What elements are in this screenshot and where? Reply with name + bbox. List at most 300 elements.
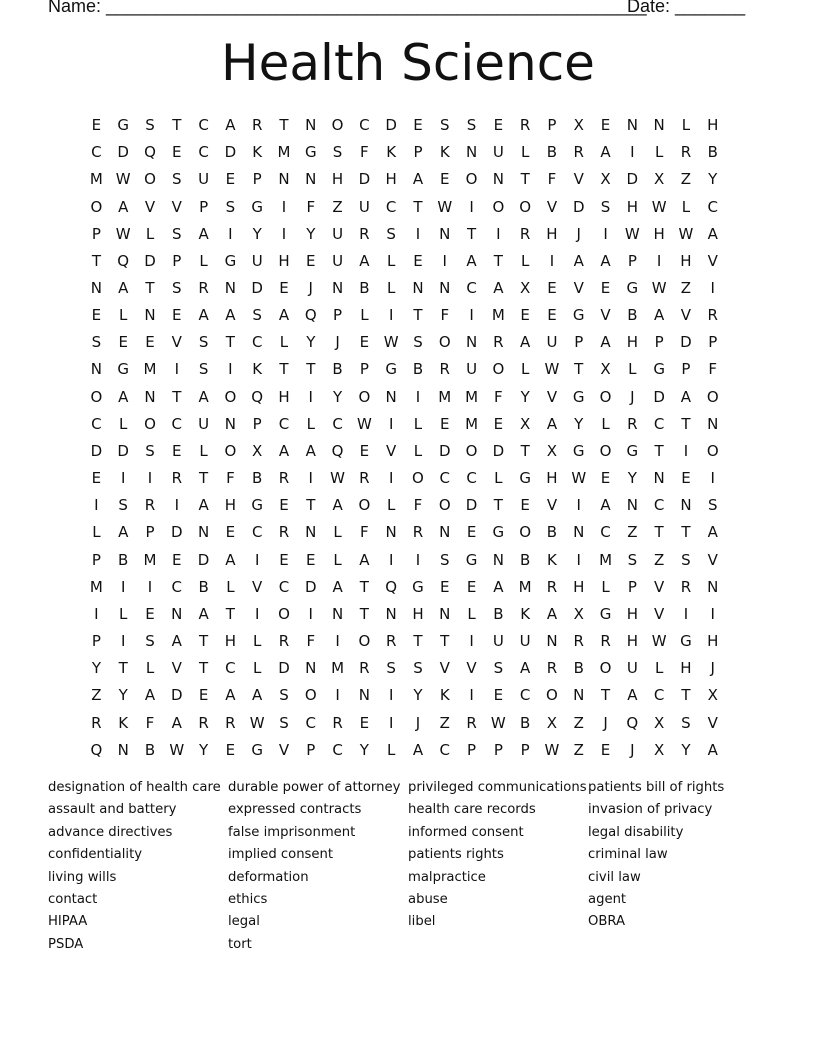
grid-letter[interactable]: H	[546, 469, 558, 488]
grid-letter[interactable]: H	[224, 632, 237, 651]
grid-letter[interactable]: A	[466, 251, 477, 270]
grid-letter[interactable]: K	[386, 143, 397, 162]
grid-letter[interactable]: L	[654, 143, 664, 162]
grid-letter[interactable]: L	[386, 740, 396, 759]
grid-letter[interactable]: E	[306, 251, 316, 270]
grid-letter[interactable]: O	[90, 387, 103, 406]
grid-letter[interactable]: O	[358, 387, 371, 406]
grid-letter[interactable]: I	[496, 224, 501, 243]
grid-letter[interactable]: T	[574, 360, 584, 379]
grid-letter[interactable]: C	[466, 279, 477, 298]
grid-letter[interactable]: X	[653, 740, 665, 759]
grid-letter[interactable]: L	[145, 224, 155, 243]
grid-letter[interactable]: H	[626, 197, 638, 216]
grid-letter[interactable]: M	[143, 550, 157, 569]
grid-letter[interactable]: K	[252, 360, 263, 379]
grid-letter[interactable]: N	[653, 116, 665, 135]
grid-letter[interactable]: A	[305, 441, 316, 460]
grid-letter[interactable]: C	[439, 469, 450, 488]
grid-letter[interactable]: C	[359, 116, 370, 135]
grid-letter[interactable]: M	[89, 170, 103, 189]
grid-letter[interactable]: H	[626, 604, 638, 623]
grid-letter[interactable]: N	[626, 116, 638, 135]
grid-letter[interactable]: I	[388, 686, 394, 705]
grid-letter[interactable]: L	[253, 659, 262, 678]
grid-letter[interactable]: I	[174, 360, 179, 379]
grid-letter[interactable]: P	[493, 740, 503, 759]
grid-letter[interactable]: H	[707, 116, 719, 135]
grid-letter[interactable]: N	[707, 577, 719, 596]
grid-letter[interactable]: O	[90, 197, 103, 216]
grid-letter[interactable]: I	[147, 577, 153, 596]
grid-letter[interactable]: A	[600, 143, 611, 162]
grid-letter[interactable]: F	[360, 523, 369, 542]
grid-letter[interactable]: Z	[332, 197, 343, 216]
grid-letter[interactable]: I	[710, 469, 715, 488]
grid-letter[interactable]: S	[466, 116, 477, 135]
grid-letter[interactable]: O	[412, 469, 424, 488]
grid-letter[interactable]: X	[520, 279, 531, 298]
grid-letter[interactable]: B	[546, 143, 558, 162]
grid-letter[interactable]: L	[467, 604, 476, 623]
grid-letter[interactable]: I	[549, 251, 555, 270]
grid-letter[interactable]: N	[278, 170, 290, 189]
grid-letter[interactable]: D	[224, 143, 237, 162]
grid-letter[interactable]: V	[654, 577, 665, 596]
grid-letter[interactable]: Y	[199, 740, 209, 759]
grid-letter[interactable]: S	[225, 197, 236, 216]
grid-letter[interactable]: A	[332, 496, 343, 515]
grid-letter[interactable]: E	[359, 441, 370, 460]
grid-letter[interactable]: T	[145, 279, 155, 298]
grid-letter[interactable]: S	[681, 713, 691, 732]
grid-letter[interactable]: C	[278, 414, 290, 433]
grid-letter[interactable]: O	[224, 387, 237, 406]
grid-letter[interactable]: Q	[117, 251, 130, 270]
grid-letter[interactable]: L	[386, 279, 396, 298]
grid-letter[interactable]: A	[627, 686, 638, 705]
grid-letter[interactable]: O	[599, 387, 612, 406]
grid-letter[interactable]: W	[356, 414, 372, 433]
grid-letter[interactable]: M	[599, 550, 613, 569]
grid-letter[interactable]: A	[493, 577, 504, 596]
grid-letter[interactable]: R	[546, 577, 558, 596]
grid-letter[interactable]: A	[600, 251, 611, 270]
grid-letter[interactable]: R	[627, 414, 638, 433]
grid-letter[interactable]: C	[385, 197, 397, 216]
grid-letter[interactable]: Z	[627, 523, 638, 542]
grid-letter[interactable]: G	[117, 116, 129, 135]
grid-letter[interactable]: C	[171, 414, 183, 433]
grid-letter[interactable]: X	[707, 686, 718, 705]
grid-letter[interactable]: I	[308, 604, 313, 623]
grid-letter[interactable]: E	[547, 279, 557, 298]
grid-letter[interactable]: G	[251, 197, 263, 216]
grid-letter[interactable]: H	[626, 333, 638, 352]
grid-letter[interactable]: A	[225, 116, 236, 135]
grid-letter[interactable]: D	[438, 441, 451, 460]
grid-letter[interactable]: O	[438, 496, 451, 515]
grid-letter[interactable]: A	[546, 414, 558, 433]
grid-letter[interactable]: T	[306, 360, 316, 379]
grid-letter[interactable]: K	[118, 713, 129, 732]
grid-letter[interactable]: R	[278, 523, 290, 542]
grid-letter[interactable]: P	[306, 740, 316, 759]
grid-letter[interactable]: L	[413, 441, 423, 460]
grid-letter[interactable]: B	[198, 577, 209, 596]
grid-letter[interactable]: E	[91, 116, 102, 135]
grid-letter[interactable]: L	[119, 306, 128, 325]
grid-letter[interactable]: A	[252, 686, 263, 705]
grid-letter[interactable]: Y	[91, 659, 101, 678]
grid-letter[interactable]: N	[707, 414, 719, 433]
grid-letter[interactable]: D	[492, 441, 505, 460]
grid-letter[interactable]: I	[388, 414, 394, 433]
grid-letter[interactable]: V	[707, 713, 718, 732]
grid-letter[interactable]: L	[226, 577, 235, 596]
grid-letter[interactable]: E	[547, 306, 557, 325]
grid-letter[interactable]: X	[573, 604, 584, 623]
grid-letter[interactable]: N	[90, 360, 103, 379]
grid-letter[interactable]: E	[198, 686, 209, 705]
grid-letter[interactable]: X	[653, 170, 665, 189]
grid-letter[interactable]: G	[251, 496, 263, 515]
grid-letter[interactable]: U	[492, 143, 504, 162]
grid-letter[interactable]: B	[359, 279, 370, 298]
grid-letter[interactable]: L	[601, 414, 610, 433]
grid-letter[interactable]: A	[412, 740, 424, 759]
grid-letter[interactable]: S	[707, 496, 718, 515]
grid-letter[interactable]: S	[145, 632, 155, 651]
grid-letter[interactable]: A	[278, 441, 290, 460]
grid-letter[interactable]: C	[332, 414, 343, 433]
grid-letter[interactable]: I	[683, 441, 689, 460]
grid-letter[interactable]: Y	[520, 387, 530, 406]
grid-letter[interactable]: Q	[304, 306, 317, 325]
grid-letter[interactable]: J	[630, 740, 635, 759]
grid-letter[interactable]: G	[385, 360, 397, 379]
grid-letter[interactable]: W	[651, 197, 667, 216]
grid-letter[interactable]: J	[335, 333, 340, 352]
name-field[interactable]: Name: ______________________________________________________	[48, 0, 647, 16]
grid-letter[interactable]: F	[413, 496, 423, 515]
grid-letter[interactable]: T	[493, 251, 503, 270]
grid-letter[interactable]: P	[199, 197, 209, 216]
grid-letter[interactable]: N	[305, 659, 317, 678]
grid-letter[interactable]: E	[681, 469, 691, 488]
grid-letter[interactable]: P	[708, 333, 718, 352]
grid-letter[interactable]: S	[145, 116, 155, 135]
grid-letter[interactable]: I	[415, 224, 421, 243]
grid-letter[interactable]: E	[413, 251, 423, 270]
grid-letter[interactable]: M	[331, 659, 345, 678]
grid-letter[interactable]: R	[546, 659, 558, 678]
grid-letter[interactable]: P	[681, 360, 691, 379]
grid-letter[interactable]: R	[198, 279, 209, 298]
grid-letter[interactable]: P	[654, 333, 664, 352]
grid-letter[interactable]: L	[199, 441, 208, 460]
grid-letter[interactable]: I	[120, 632, 126, 651]
grid-letter[interactable]: Z	[573, 740, 584, 759]
grid-letter[interactable]: P	[252, 170, 262, 189]
grid-letter[interactable]: Z	[653, 550, 665, 569]
grid-letter[interactable]: D	[385, 116, 397, 135]
grid-letter[interactable]: M	[518, 577, 532, 596]
grid-letter[interactable]: G	[304, 143, 317, 162]
grid-letter[interactable]: V	[466, 659, 477, 678]
grid-letter[interactable]: J	[710, 659, 715, 678]
grid-letter[interactable]: P	[252, 414, 262, 433]
grid-letter[interactable]: O	[465, 170, 478, 189]
grid-letter[interactable]: A	[171, 632, 182, 651]
grid-letter[interactable]: R	[91, 713, 102, 732]
grid-letter[interactable]: W	[651, 632, 667, 651]
grid-letter[interactable]: V	[144, 197, 156, 216]
grid-letter[interactable]: R	[359, 224, 370, 243]
grid-letter[interactable]: O	[519, 197, 532, 216]
grid-letter[interactable]: V	[386, 441, 397, 460]
grid-letter[interactable]: I	[683, 604, 689, 623]
grid-letter[interactable]: P	[520, 740, 530, 759]
grid-letter[interactable]: A	[118, 387, 129, 406]
grid-letter[interactable]: I	[442, 251, 447, 270]
grid-letter[interactable]: A	[144, 686, 156, 705]
grid-letter[interactable]: Q	[385, 577, 398, 596]
grid-letter[interactable]: R	[359, 659, 370, 678]
grid-letter[interactable]: Y	[413, 686, 423, 705]
grid-letter[interactable]: R	[519, 224, 531, 243]
grid-letter[interactable]: I	[228, 224, 233, 243]
grid-letter[interactable]: P	[413, 143, 423, 162]
grid-letter[interactable]: E	[118, 333, 128, 352]
grid-letter[interactable]: K	[439, 686, 450, 705]
grid-letter[interactable]: I	[469, 306, 474, 325]
grid-letter[interactable]: I	[335, 632, 340, 651]
grid-letter[interactable]: W	[383, 333, 399, 352]
grid-letter[interactable]: H	[680, 251, 692, 270]
grid-letter[interactable]: P	[145, 523, 155, 542]
grid-letter[interactable]: O	[224, 441, 237, 460]
grid-letter[interactable]: H	[412, 604, 424, 623]
grid-letter[interactable]: R	[466, 713, 477, 732]
grid-letter[interactable]: N	[385, 604, 397, 623]
grid-letter[interactable]: Y	[627, 469, 637, 488]
grid-letter[interactable]: Z	[439, 713, 450, 732]
grid-letter[interactable]: A	[198, 604, 209, 623]
grid-letter[interactable]: L	[520, 251, 530, 270]
grid-letter[interactable]: E	[145, 333, 155, 352]
grid-letter[interactable]: L	[681, 116, 691, 135]
grid-letter[interactable]: S	[413, 333, 423, 352]
grid-letter[interactable]: T	[413, 197, 423, 216]
grid-letter[interactable]: A	[198, 387, 209, 406]
grid-letter[interactable]: O	[706, 441, 719, 460]
grid-letter[interactable]: T	[493, 496, 503, 515]
grid-letter[interactable]: N	[439, 604, 451, 623]
grid-letter[interactable]: T	[199, 469, 209, 488]
grid-letter[interactable]: U	[332, 224, 344, 243]
grid-letter[interactable]: O	[599, 441, 612, 460]
grid-letter[interactable]: N	[331, 604, 344, 623]
grid-letter[interactable]: J	[576, 224, 581, 243]
grid-letter[interactable]: Y	[681, 740, 691, 759]
grid-letter[interactable]: I	[174, 496, 179, 515]
grid-letter[interactable]: E	[306, 550, 316, 569]
grid-letter[interactable]: L	[520, 143, 530, 162]
grid-letter[interactable]: P	[91, 550, 101, 569]
grid-letter[interactable]: E	[440, 414, 450, 433]
grid-letter[interactable]: S	[439, 116, 450, 135]
grid-letter[interactable]: C	[653, 686, 665, 705]
grid-letter[interactable]: H	[680, 659, 692, 678]
grid-letter[interactable]: S	[172, 224, 182, 243]
grid-letter[interactable]: C	[171, 577, 183, 596]
grid-letter[interactable]: A	[171, 713, 182, 732]
grid-letter[interactable]: I	[281, 224, 287, 243]
grid-letter[interactable]: G	[572, 306, 585, 325]
grid-letter[interactable]: F	[360, 143, 369, 162]
grid-letter[interactable]: O	[304, 686, 317, 705]
grid-letter[interactable]: O	[144, 170, 156, 189]
grid-letter[interactable]: D	[358, 170, 371, 189]
grid-letter[interactable]: P	[91, 224, 101, 243]
grid-letter[interactable]: E	[413, 116, 423, 135]
grid-letter[interactable]: J	[603, 713, 608, 732]
grid-letter[interactable]: I	[147, 469, 153, 488]
grid-letter[interactable]: E	[279, 550, 289, 569]
grid-letter[interactable]: I	[308, 469, 313, 488]
grid-letter[interactable]: E	[440, 170, 450, 189]
grid-letter[interactable]: P	[547, 116, 557, 135]
grid-letter[interactable]: S	[600, 197, 611, 216]
grid-letter[interactable]: T	[225, 604, 235, 623]
grid-letter[interactable]: L	[145, 659, 155, 678]
grid-letter[interactable]: W	[249, 713, 265, 732]
grid-letter[interactable]: O	[492, 197, 505, 216]
grid-letter[interactable]: Y	[574, 414, 584, 433]
grid-letter[interactable]: U	[519, 632, 531, 651]
grid-letter[interactable]: H	[653, 224, 665, 243]
grid-letter[interactable]: A	[707, 224, 718, 243]
grid-letter[interactable]: I	[710, 279, 715, 298]
grid-letter[interactable]: I	[228, 360, 233, 379]
grid-letter[interactable]: L	[92, 523, 101, 542]
grid-letter[interactable]: H	[707, 632, 719, 651]
grid-letter[interactable]: Y	[306, 224, 316, 243]
grid-letter[interactable]: U	[198, 170, 210, 189]
grid-letter[interactable]: I	[120, 469, 126, 488]
grid-letter[interactable]: L	[601, 577, 610, 596]
grid-letter[interactable]: T	[359, 604, 369, 623]
grid-letter[interactable]: A	[654, 306, 665, 325]
grid-letter[interactable]: T	[681, 414, 691, 433]
grid-letter[interactable]: S	[198, 360, 209, 379]
grid-letter[interactable]: U	[546, 333, 558, 352]
grid-letter[interactable]: D	[117, 441, 129, 460]
grid-letter[interactable]: G	[224, 251, 237, 270]
grid-letter[interactable]: I	[576, 550, 581, 569]
grid-letter[interactable]: W	[169, 740, 185, 759]
grid-letter[interactable]: J	[308, 279, 313, 298]
grid-letter[interactable]: T	[413, 632, 423, 651]
grid-letter[interactable]: I	[656, 251, 662, 270]
grid-letter[interactable]: I	[603, 224, 608, 243]
grid-letter[interactable]: W	[544, 740, 560, 759]
grid-letter[interactable]: R	[573, 632, 584, 651]
grid-letter[interactable]: E	[600, 279, 611, 298]
grid-letter[interactable]: K	[547, 550, 557, 569]
grid-letter[interactable]: Z	[680, 170, 692, 189]
grid-letter[interactable]: N	[465, 333, 478, 352]
grid-letter[interactable]: I	[254, 550, 260, 569]
grid-letter[interactable]: D	[465, 496, 478, 515]
grid-letter[interactable]: R	[225, 713, 236, 732]
grid-letter[interactable]: S	[118, 496, 128, 515]
grid-letter[interactable]: T	[520, 170, 530, 189]
grid-letter[interactable]: L	[360, 306, 369, 325]
grid-letter[interactable]: W	[678, 224, 694, 243]
grid-letter[interactable]: T	[306, 496, 316, 515]
grid-letter[interactable]: N	[305, 116, 317, 135]
grid-letter[interactable]: E	[225, 523, 236, 542]
grid-letter[interactable]: D	[90, 441, 103, 460]
grid-letter[interactable]: Y	[118, 686, 128, 705]
grid-letter[interactable]: R	[680, 577, 692, 596]
grid-letter[interactable]: X	[546, 441, 558, 460]
grid-letter[interactable]: E	[279, 496, 289, 515]
grid-letter[interactable]: R	[198, 713, 209, 732]
grid-letter[interactable]: D	[278, 659, 290, 678]
grid-letter[interactable]: I	[415, 550, 421, 569]
grid-letter[interactable]: C	[519, 686, 531, 705]
grid-letter[interactable]: I	[388, 713, 394, 732]
grid-letter[interactable]: N	[439, 224, 451, 243]
grid-letter[interactable]: X	[252, 441, 263, 460]
grid-letter[interactable]: A	[412, 170, 424, 189]
grid-letter[interactable]: I	[94, 604, 99, 623]
grid-letter[interactable]: B	[118, 550, 129, 569]
grid-letter[interactable]: U	[332, 251, 344, 270]
grid-letter[interactable]: A	[198, 496, 209, 515]
grid-letter[interactable]: D	[251, 279, 263, 298]
grid-letter[interactable]: C	[707, 197, 718, 216]
grid-letter[interactable]: O	[465, 441, 478, 460]
grid-letter[interactable]: I	[710, 604, 715, 623]
grid-letter[interactable]: H	[224, 496, 237, 515]
grid-letter[interactable]: T	[413, 306, 423, 325]
grid-letter[interactable]: O	[599, 659, 612, 678]
grid-letter[interactable]: I	[469, 197, 474, 216]
grid-letter[interactable]: S	[252, 306, 262, 325]
grid-letter[interactable]: Q	[626, 713, 639, 732]
grid-letter[interactable]: R	[493, 333, 504, 352]
grid-letter[interactable]: R	[439, 360, 450, 379]
grid-letter[interactable]: U	[626, 659, 638, 678]
grid-letter[interactable]: O	[358, 632, 371, 651]
grid-letter[interactable]: R	[278, 469, 290, 488]
grid-letter[interactable]: W	[115, 170, 131, 189]
grid-letter[interactable]: N	[573, 523, 585, 542]
grid-letter[interactable]: A	[600, 333, 611, 352]
grid-letter[interactable]: I	[630, 143, 635, 162]
grid-letter[interactable]: Y	[252, 224, 262, 243]
grid-letter[interactable]: Z	[91, 686, 102, 705]
grid-letter[interactable]: S	[413, 659, 423, 678]
grid-letter[interactable]: I	[388, 550, 394, 569]
grid-letter[interactable]: N	[680, 496, 692, 515]
grid-letter[interactable]: G	[519, 469, 531, 488]
grid-letter[interactable]: A	[198, 224, 209, 243]
